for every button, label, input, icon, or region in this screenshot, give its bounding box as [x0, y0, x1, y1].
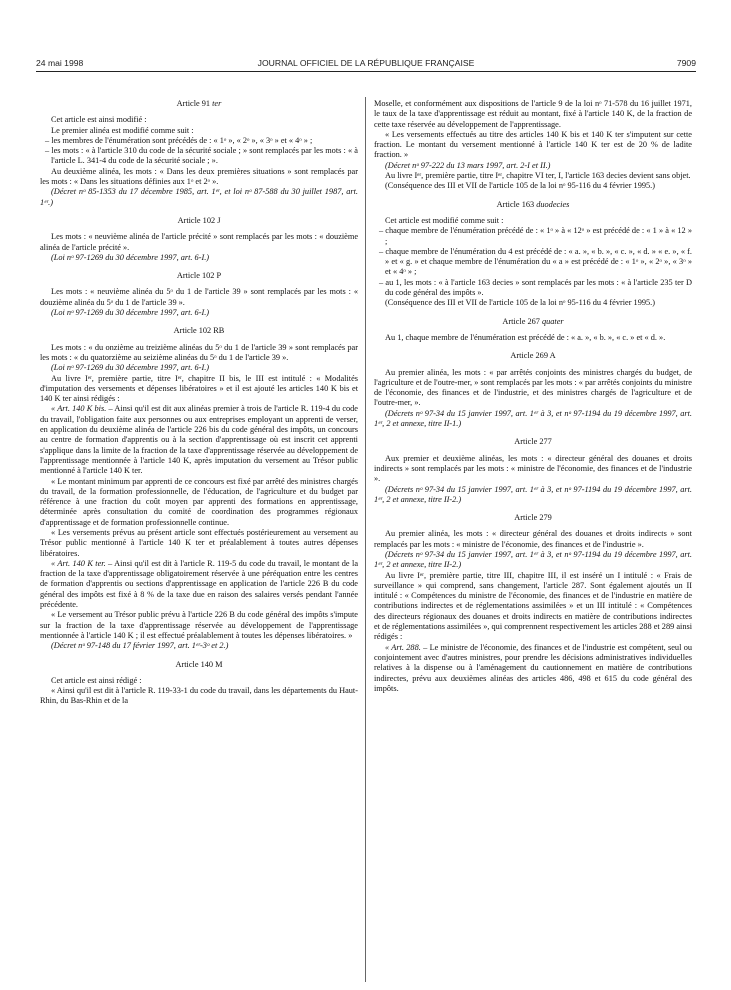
- paragraph: « Ainsi qu'il est dit à l'article R. 119-33-1 du code du travail, dans les départements du Haut-Rhin, du Bas-Rhin et de la: [40, 686, 358, 706]
- page-header: [36, 58, 696, 70]
- header-page-number: 7909: [676, 58, 696, 68]
- paragraph: Les mots : « du onzième au treizième alinéas du 5ᵒ du 1 de l'article 39 » sont remplacés par les mots : « du quatorzième au seizième alinéas du 5ᵒ du 1 de l'article 39 ».: [40, 342, 358, 362]
- paragraph: Cet article est ainsi rédigé :: [51, 675, 142, 685]
- header-journal-title: JOURNAL OFFICIEL DE LA RÉPUBLIQUE FRANÇAISE: [257, 58, 475, 68]
- paragraph: Au deuxième alinéa, les mots : « Dans les deux premières situations » sont remplacés par les mots : « Dans les situations définies aux 1ᵒ et 2ᵒ ».: [40, 166, 358, 187]
- header-date: 24 mai 1998: [36, 58, 84, 68]
- list-item: – chaque membre de l'énumération du 4 est précédé de : « a. », « b. », « c. », « d. » « e. », « f. » et « g. » et chaque membre de l'énumération du « a » est précédé de : « 1ᵒ », « 2ᵒ », « 3ᵒ » et « 4ᵒ » ;: [379, 246, 692, 277]
- paragraph: « Art. 140 K ter. – Ainsi qu'il est dit à l'article R. 119-5 du code du travail, le montant de la fraction de la taxe d'apprentissage obligatoirement réservée à une péréquation entre les centres de formation d'apprentis ou sections d'apprentissage en application de l'article 226 B du code général des impôts est fixé à 8 % de la taxe due en raison des salaires versés pendant l'année précédente.: [40, 558, 358, 610]
- paragraph: Moselle, et conformément aux dispositions de l'article 9 de la loi nᵒ 71-578 du 16 juillet 1971, le taux de la taxe d'apprentissage est réduit au montant, fixé à l'article 140 K, de la fraction de cette taxe réservée au développement de l'apprentissage.: [374, 99, 692, 129]
- right-column: [374, 99, 692, 694]
- paragraph: Cet article est ainsi modifié :: [51, 115, 147, 125]
- paragraph: Les mots : « neuvième alinéa de l'article précité » sont remplacés par les mots : « douzième alinéa de l'article précité ».: [40, 232, 358, 252]
- paragraph: Au premier alinéa, les mots : « directeur général des douanes et droits indirects » sont remplacés par les mots : « ministre de l'économie, des finances et de l'industrie ».: [374, 529, 692, 549]
- paragraph: « Art. 288. – Le ministre de l'économie, des finances et de l'industrie est compétent, seul ou conjointement avec d'autres ministres, pour prendre les décisions administratives individuelles relatives à la dispense ou à l'aménagement du cautionnement en matière de contributions indirectes, prévu aux deuxièmes alinéas des articles 486, 498 et 615 du code général des impôts.: [374, 642, 692, 693]
- paragraph: Les mots : « neuvième alinéa du 5ᵒ du 1 de l'article 39 » sont remplacés par les mots : « douzième alinéa du 5ᵒ du 1 de l'article 39 ».: [40, 287, 358, 307]
- paragraph: Cet article est modifié comme suit :: [385, 215, 504, 225]
- paragraph: Au livre Iᵉʳ, première partie, titre Iᵉʳ, chapitre II bis, le III est intitulé : « Modalités d'imputation des versements et dépenses libératoires » et il est ajouté les articles 140 K bis et 140 K ter ainsi rédigés :: [40, 373, 358, 404]
- reference-citation: (Décret nᵒ 97-148 du 17 février 1997, art. 1ᵉʳ-3ᵒ et 2.): [51, 641, 229, 651]
- heading-article-102-p: Article 102 P: [176, 271, 222, 281]
- heading-article-277: Article 277: [514, 437, 552, 447]
- heading-article-279: Article 279: [514, 513, 552, 523]
- column-divider: [365, 97, 366, 982]
- reference-citation: (Loi nᵒ 97-1269 du 30 décembre 1997, art. 6-I.): [51, 252, 210, 262]
- paragraph: Au 1, chaque membre de l'énumération est précédé de : « a. », « b. », « c. » et « d. ».: [385, 332, 666, 342]
- reference-citation: (Décret nᵒ 85-1353 du 17 décembre 1985, art. 1ᵉʳ, et loi nᵒ 87-588 du 30 juillet 1987, art. 1ᵉʳ.): [40, 187, 358, 207]
- reference-citation: (Décrets nᵒ 97-34 du 15 janvier 1997, art. 1ᵉʳ à 3, et nᵒ 97-1194 du 19 décembre 1997, art. 1ᵉʳ, 2 et annexe, titre II-2.): [374, 549, 692, 570]
- heading-article-267-quater: Article 267 quater: [502, 316, 564, 326]
- list-item: – chaque membre de l'énumération précédé de : « 1ᵒ » à « 12ᵒ » est précédé de : « 1 » à « 12 » ;: [379, 226, 692, 246]
- reference-citation: (Décrets nᵒ 97-34 du 15 janvier 1997, art. 1ᵉʳ à 3, et nᵒ 97-1194 du 19 décembre 1997, art. 1ᵉʳ, 2 et annexe, titre II-1.): [374, 408, 692, 429]
- heading-article-91-ter: Article 91 ter: [176, 99, 222, 108]
- heading-article-269-a: Article 269 A: [510, 351, 556, 361]
- paragraph: (Conséquence des III et VII de l'article 105 de la loi nᵒ 95-116 du 4 février 1995.): [385, 298, 655, 308]
- paragraph: Le premier alinéa est modifié comme suit :: [51, 125, 194, 135]
- paragraph: Au livre Iᵉʳ, première partie, titre III, chapitre III, il est inséré un I intitulé : « Frais de surveillance » qui comprend, sans changement, l'article 287. Sont également ajoutés un II intitulé : « Compétences du ministre de l'économie, des finances et de l'industrie en matière de contributions indirectes et de réglementations assimilées » et un III intitulé : « Compétences des directeurs régionaux des douanes et droits indirects en matière de contributions indirectes et de réglementations assimilées », qui comprennent respectivement les articles 288 et 289 ainsi rédigés :: [374, 570, 692, 642]
- paragraph: « Les versements prévus au présent article sont effectués postérieurement au versement au Trésor public mentionné à l'article 140 K ter et préalablement à toutes autres dépenses libératoires.: [40, 527, 358, 558]
- heading-article-163-duodecies: Article 163 duodecies: [496, 199, 570, 209]
- heading-article-102-j: Article 102 J: [177, 215, 221, 225]
- list-item: – les membres de l'énumération sont précédés de : « 1ᵒ », « 2ᵒ », « 3ᵒ » et « 4ᵒ » ;: [45, 135, 313, 145]
- paragraph: « Le versement au Trésor public prévu à l'article 226 B du code général des impôts s'impute sur la fraction de la taxe d'apprentissage réservée au développement de l'apprentissage mentionnée à l'article 140 K ; il est effectué préalablement à toutes les dépenses libératoires. »: [40, 610, 358, 640]
- paragraph: « Art. 140 K bis. – Ainsi qu'il est dit aux alinéas premier à trois de l'article R. 119-4 du code du travail, l'obligation faite aux personnes ou aux entreprises employant un apprenti de verser, en application du deuxième alinéa de l'article 226 bis du code général des impôts, un concours au centre de formation d'apprentis ou à la section d'apprentissage où est inscrit cet apprenti s'applique dans la limite de la fraction de la taxe d'apprentissage réservée au développement de l'apprentissage mentionnée à l'article 140 K, après imputation du versement au Trésor public mentionné à l'article 140 K ter.: [40, 404, 358, 476]
- list-item: – les mots : « à l'article 310 du code de la sécurité sociale ; » sont remplacés par les mots : « à l'article L. 341-4 du code de la sécurité sociale ; ».: [45, 146, 358, 166]
- heading-article-140-m: Article 140 M: [175, 659, 223, 669]
- left-column: [40, 99, 358, 707]
- paragraph: (Conséquence des III et VII de l'article 105 de la loi nᵒ 95-116 du 4 février 1995.): [385, 181, 655, 191]
- list-item: – au 1, les mots : « à l'article 163 decies » sont remplacés par les mots : « à l'article 235 ter D du code général des impôts ».: [379, 277, 692, 298]
- paragraph: « Le montant minimum par apprenti de ce concours est fixé par arrêté des ministres chargés du travail, de la formation professionnelle, de l'éducation, de l'agriculture et du budget par référence à une fraction du coût moyen par apprenti des formations en apprentissage, déterminée après consultation du comité de coordination des programmes régionaux d'apprentissage et de formation professionnelle continue.: [40, 476, 358, 527]
- paragraph: Au livre Iᵉʳ, première partie, titre Iᵉʳ, chapitre VI ter, I, l'article 163 decies devient sans objet.: [385, 171, 691, 181]
- heading-article-102-rb: Article 102 RB: [173, 326, 225, 336]
- reference-citation: (Loi nᵒ 97-1269 du 30 décembre 1997, art. 6-I.): [51, 363, 210, 373]
- reference-citation: (Décrets nᵒ 97-34 du 15 janvier 1997, art. 1ᵉʳ à 3, et nᵒ 97-1194 du 19 décembre 1997, art. 1ᵉʳ, 2 et annexe, titre II-2.): [374, 484, 692, 504]
- reference-citation: (Loi nᵒ 97-1269 du 30 décembre 1997, art. 6-I.): [51, 308, 210, 318]
- paragraph: Au premier alinéa, les mots : « par arrêtés conjoints des ministres chargés du budget, de l'agriculture et de l'outre-mer, » sont remplacés par les mots : « par arrêtés conjoints du ministre de l'économie, des finances et de l'industrie, et des ministres chargés de l'agriculture et de l'outre-mer, ».: [374, 367, 692, 408]
- reference-citation: (Décret nᵒ 97-222 du 13 mars 1997, art. 2-I et II.): [385, 160, 551, 170]
- paragraph: « Les versements effectués au titre des articles 140 K bis et 140 K ter s'imputent sur cette fraction. Le montant du versement mentionné à l'article 140 K ter est de 20 % de ladite fraction. »: [374, 129, 692, 160]
- paragraph: Aux premier et deuxième alinéas, les mots : « directeur général des douanes et droits indirects » sont remplacés par les mots : « ministre de l'économie, des finances et de l'industrie ».: [374, 453, 692, 484]
- header-rule: [36, 71, 696, 72]
